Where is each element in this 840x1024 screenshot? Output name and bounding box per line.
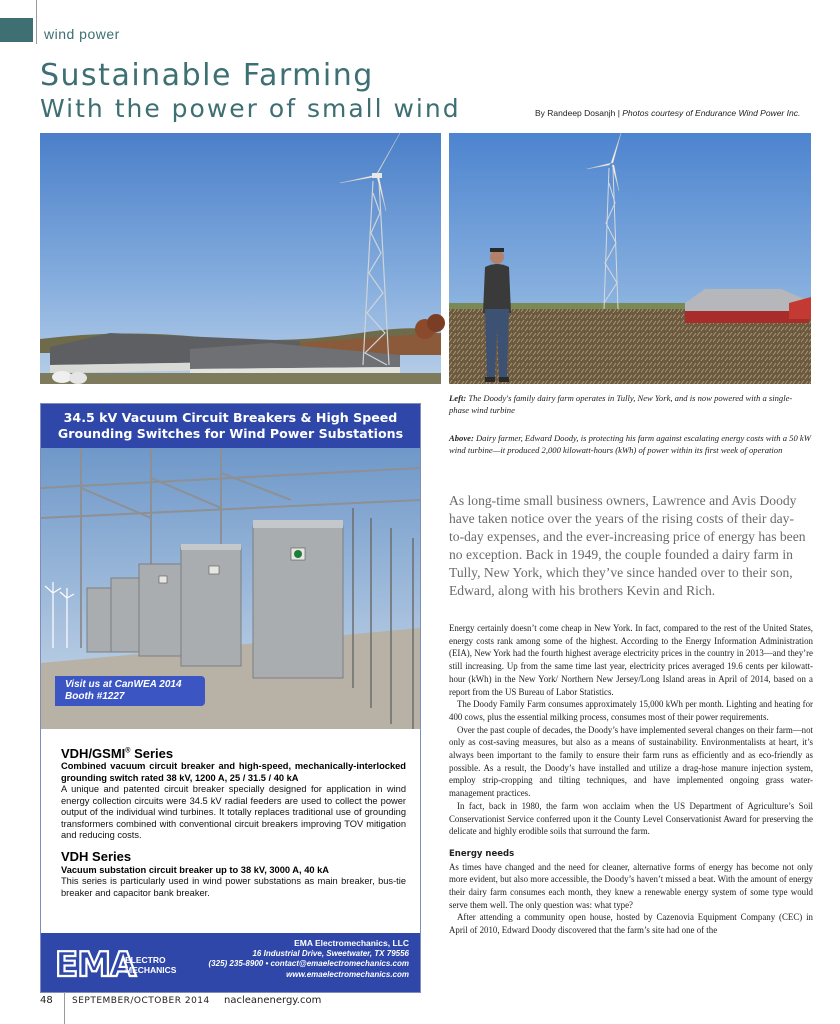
series1-description: A unique and patented circuit breaker specially designed for application in wind energy collection circuits were 34.5 kV radial feeders are used to collect the power output of the individual wind turbines. It totally replaces traditional use of grounding transformers combined with conventional circuit breakers improving TOV mitigation and reducing costs. <box>61 784 406 840</box>
series2-spec: Vacuum substation circuit breaker up to 38 kV, 3000 A, 40 kA <box>61 865 329 875</box>
tradeshow-line2: Booth #1227 <box>65 691 125 702</box>
registered-mark: ® <box>125 747 131 755</box>
body-paragraph: As times have changed and the need for cleaner, alternative forms of energy has become not only more evident, but also more accessible, the Doody’s haven’t missed a beat. With the amount of energy their dairy farm consumes each month, they knew a renewable energy system of some type would serve them well. The only question was: what type? <box>449 861 813 910</box>
farm-photo <box>40 133 441 384</box>
caption-above-text: Dairy farmer, Edward Doody, is protecting his farm against escalating energy costs with a 50 kW wind turbine—it produced 2,000 kilowatt-hours (kWh) of power within its first week of operation <box>449 433 811 455</box>
caption-above-lead: Above: <box>449 433 474 443</box>
byline <box>535 108 800 118</box>
series1-suffix: Series <box>130 746 174 761</box>
ema-logo <box>55 940 136 989</box>
caption-left <box>449 392 811 416</box>
company-name: EMA Electromechanics, LLC <box>294 938 409 948</box>
article-title: Sustainable Farming <box>40 58 374 93</box>
tradeshow-line1: Visit us at CanWEA 2014 <box>65 679 182 690</box>
company-email: (325) 235-8900 • contact@emaelectromechanics.com <box>208 959 409 968</box>
photo-credit: Photos courtesy of Endurance Wind Power Inc. <box>622 108 801 118</box>
body-paragraph: The Doody Family Farm consumes approximately 15,000 kWh per month. Lighting and heating for 400 cows, plus the essential milking process, consumes most of their power requirements. <box>449 699 813 722</box>
company-address: 16 Industrial Drive, Sweetwater, TX 79556 <box>252 948 409 958</box>
ad-headline-line1: 34.5 kV Vacuum Circuit Breakers & High Speed <box>63 410 398 425</box>
company-contact <box>191 938 409 980</box>
company-website: www.emaelectromechanics.com <box>286 969 409 979</box>
section-label: wind power <box>44 26 120 42</box>
ad-headline-line2: Grounding Switches for Wind Power Substations <box>57 426 404 441</box>
article-subtitle: With the power of small wind <box>40 94 461 123</box>
body-paragraph: Over the past couple of decades, the Doody’s have implemented several changes on their farm—not only as cost-saving measures, but also as a means of sustainability. Environmentalists at heart, it’s always been important to the family to ensure their farm runs as efficiently and as eco-friendly as possible. As a result, the Doody’s have installed and utilize a drag-hose manure injection system, employ strip-cropping and tilting techniques, and have implemented ongoing grass water-management practices. <box>449 724 813 799</box>
ad-footer <box>41 933 420 992</box>
series1-name: VDH/GSMI <box>61 746 126 761</box>
article-body <box>449 622 813 937</box>
issue-date: SEPTEMBER/OCTOBER 2014 <box>72 996 210 1006</box>
series1-title <box>61 746 173 761</box>
body-paragraph: After attending a community open house, hosted by Cazenovia Equipment Company (CEC) in April of 2010, Edward Doody discovered that the farm’s site had one of the <box>449 912 813 936</box>
body-paragraph: In fact, back in 1980, the farm won acclaim when the US Department of Agriculture’s Soil Conservationist Service conferred upon it the County Level Conservationist Award for preserving the delicate and highly erodible soils that surround the farm. <box>449 800 813 837</box>
section-tab-block <box>0 18 33 42</box>
ema-logo-sub2: MECHANICS <box>125 965 177 975</box>
byline-author: By Randeep Dosanjh | <box>535 108 623 118</box>
series2-title: VDH Series <box>61 849 132 864</box>
publication-site: nacleanenergy.com <box>224 995 322 1006</box>
lead-paragraph: As long-time small business owners, Lawrence and Avis Doody have taken notice over the years of the rising costs of their day-to-day expenses, and the ever-increasing price of energy has been no exception. Back in 1949, the couple founded a dairy farm in Tully, New York, which they’ve since handed over to their son, Edward, along with his brothers Kevin and Rich. <box>449 493 806 598</box>
header-divider <box>36 0 37 44</box>
series2-description: This series is particularly used in wind power substations as main breaker, bus-tie breaker and capacitor bank breaker. <box>61 876 406 898</box>
ema-logo-subtext <box>125 955 176 975</box>
ad-headline <box>47 410 414 442</box>
page-number: 48 <box>40 995 53 1006</box>
tradeshow-callout <box>55 676 205 706</box>
caption-left-lead: Left: <box>449 393 467 403</box>
folio-divider <box>64 992 65 1024</box>
advertisement <box>40 403 421 993</box>
caption-above <box>449 432 811 456</box>
body-paragraph: Energy certainly doesn’t come cheap in New York. In fact, compared to the rest of the United States, energy costs rank among some of the highest. According to the Energy Information Administration (EIA), New York had the fourth highest average electricity prices in the country in 2013—and they’re still increasing. Up from the same time last year, electricity prices averaged 19.6 cents per kilowatt-hour (kWh) in the New York/ Northern New Jersey/Long Island areas in April of 2014, based on a report from the US Bureau of Labor Statistics. <box>449 623 813 697</box>
caption-left-text: The Doody's family dairy farm operates in Tully, New York, and is now powered with a single-phase wind turbine <box>449 393 793 415</box>
series1-spec: Combined vacuum circuit breaker and high-speed, mechanically-interlocked grounding switch rated 38 kV, 1200 A, 25 / 31.5 / 40 kA <box>61 761 406 783</box>
ema-logo-mark: EMA <box>55 945 136 985</box>
ema-logo-sub1: ELECTRO <box>125 955 166 965</box>
farmer-photo <box>449 133 811 384</box>
section-subhead: Energy needs <box>449 848 515 859</box>
